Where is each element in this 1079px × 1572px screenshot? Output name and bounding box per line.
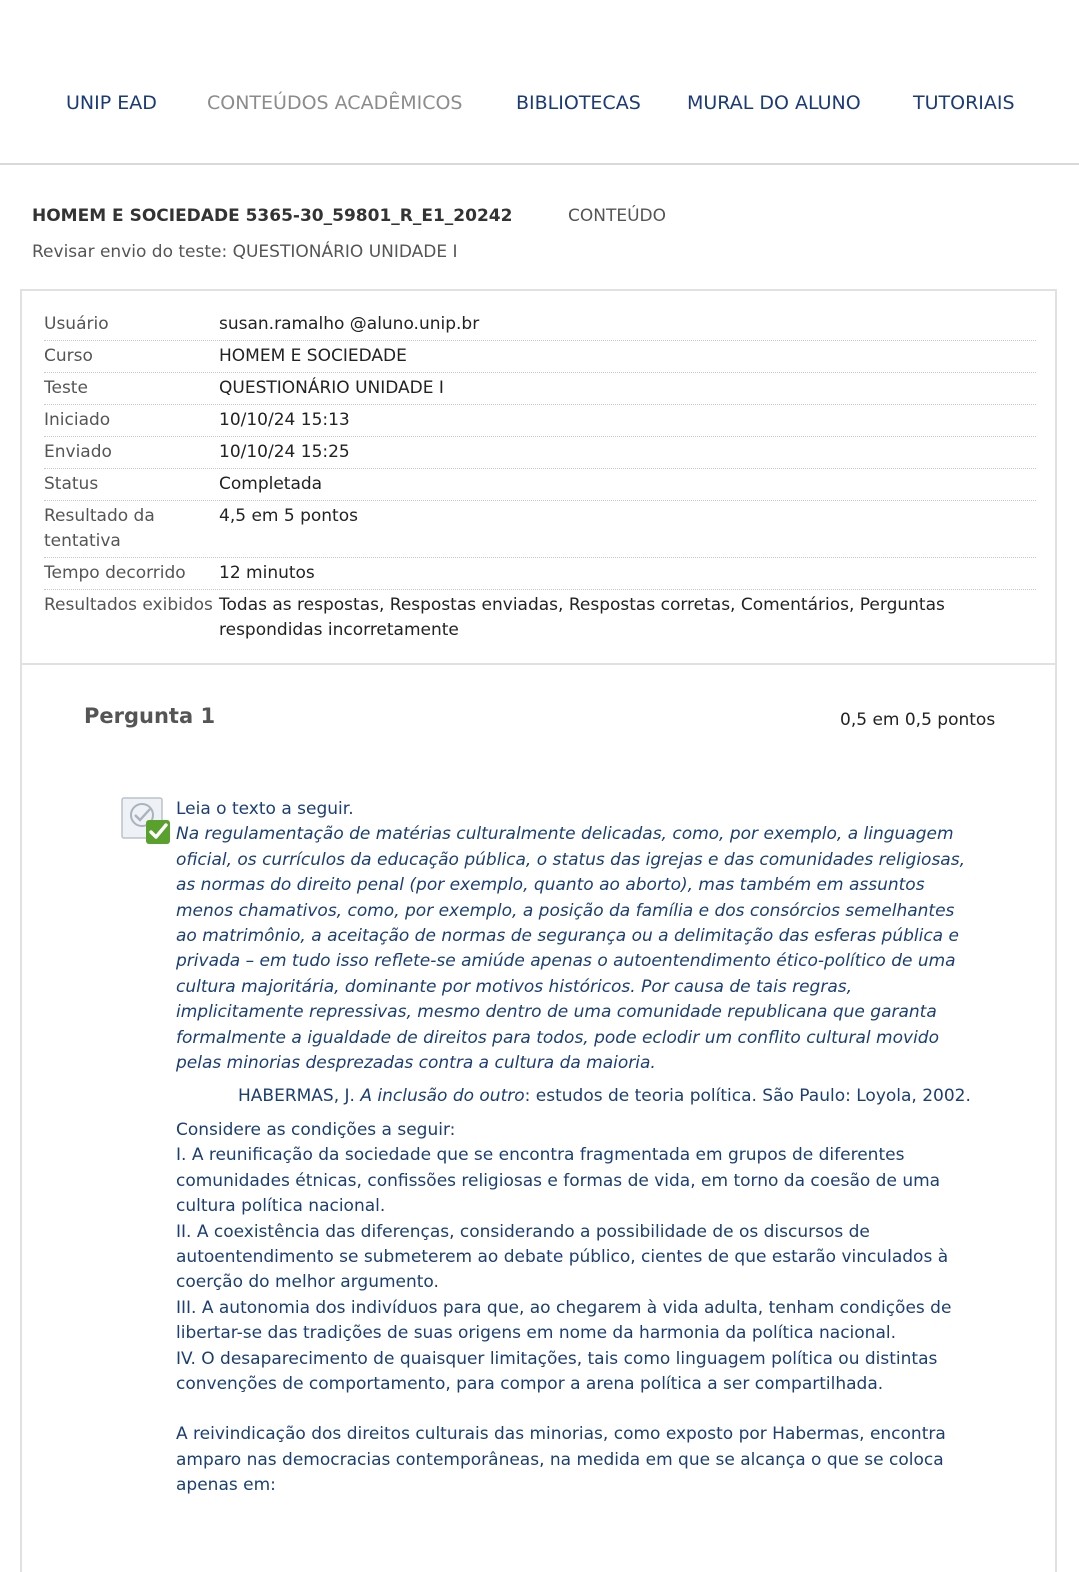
summary-label: Teste [44, 378, 88, 398]
question-title: Pergunta 1 [84, 704, 216, 728]
course-title[interactable]: HOMEM E SOCIEDADE 5365-30_59801_R_E1_20242 [32, 206, 513, 226]
summary-label: Iniciado [44, 410, 111, 430]
summary-label: Resultados exibidos [44, 595, 213, 615]
summary-value: HOMEM E SOCIEDADE [219, 346, 407, 366]
nav-tutoriais[interactable]: TUTORIAIS [913, 92, 1015, 114]
summary-row-curso [44, 341, 1036, 373]
summary-row-usuario [44, 309, 1036, 341]
summary-row-resultado [44, 501, 1036, 558]
summary-value: Todas as respostas, Respostas enviadas, Respostas corretas, Comentários, Perguntas respondidas incorretamente [219, 595, 945, 640]
summary-row-tempo [44, 558, 1036, 590]
summary-label: Usuário [44, 314, 109, 334]
question-item-2: II. A coexistência das diferenças, considerando a possibilidade de os discursos de autoentendimento se submeterem ao debate público, cientes de que estarão vinculados à coerção do melhor argumento. [176, 1221, 949, 1293]
nav-unip-ead[interactable]: UNIP EAD [66, 92, 157, 114]
summary-label: Enviado [44, 442, 112, 462]
summary-row-status [44, 469, 1036, 501]
summary-row-teste [44, 373, 1036, 405]
summary-table [44, 309, 1036, 646]
correct-answer-icon [121, 796, 171, 844]
reference-author: HABERMAS, J. [238, 1086, 361, 1107]
reference-rest: : estudos de teoria política. São Paulo: Loyola, 2002. [524, 1086, 971, 1107]
summary-label: Status [44, 474, 99, 494]
summary-row-iniciado [44, 405, 1036, 437]
nav-conteudos-academicos[interactable]: CONTEÚDOS ACADÊMICOS [207, 92, 463, 114]
nav-mural-do-aluno[interactable]: MURAL DO ALUNO [687, 92, 861, 114]
summary-label: Tempo decorrido [44, 563, 186, 583]
question-prompt: A reivindicação dos direitos culturais das minorias, como exposto por Habermas, encontra amparo nas democracias contemporâneas, na medida em que se alcança o que se coloca apenas em: [176, 1424, 946, 1496]
summary-value: 4,5 em 5 pontos [219, 506, 358, 526]
question-quote: Na regulamentação de matérias culturalmente delicadas, como, por exemplo, a linguagem oficial, os currículos da educação pública, o status das igrejas e das comunidades religiosas, as normas do direito penal (por exemplo, quanto ao aborto), mas também em assuntos menos chamativos, como, por exemplo, a posição da família e dos consórcios semelhantes ao matrimônio, a aceitação de normas de segurança ou a delimitação das esferas pública e privada – em tudo isso reflete-se amiúde apenas o autoentendimento ético-político de uma cultura majoritária, dominante por motivos históricos. Por causa de tais regras, implicitamente repressivas, mesmo dentro de uma comunidade republicana que garanta formalmente a igualdade de direitos para todos, pode eclodir um conflito cultural movido pelas minorias desprezadas contra a cultura da maioria. [176, 824, 965, 1074]
question-reference [176, 1084, 976, 1109]
question-intro: Leia o texto a seguir. [176, 799, 354, 819]
nav-bibliotecas[interactable]: BIBLIOTECAS [516, 92, 641, 114]
question-item-4: IV. O desaparecimento de quaisquer limitações, tais como linguagem política ou distintas convenções de comportamento, para compor a arena política a ser compartilhada. [176, 1348, 938, 1394]
attempt-summary [20, 289, 1057, 665]
summary-value: 10/10/24 15:25 [219, 442, 350, 462]
summary-value: 10/10/24 15:13 [219, 410, 350, 430]
question-body [176, 797, 976, 1499]
question-item-3: III. A autonomia dos indivíduos para que, ao chegarem à vida adulta, tenham condições de libertar-se das tradições de suas origens em nome da harmonia da política nacional. [176, 1297, 952, 1344]
top-navigation [0, 0, 1079, 165]
summary-label: Curso [44, 346, 93, 366]
summary-value: susan.ramalho @aluno.unip.br [219, 314, 480, 334]
reference-title: A inclusão do outro [360, 1086, 525, 1107]
summary-row-resultados-exibidos [44, 590, 1036, 646]
content-link[interactable]: CONTEÚDO [568, 206, 667, 226]
summary-value: QUESTIONÁRIO UNIDADE I [219, 378, 444, 398]
question-points: 0,5 em 0,5 pontos [840, 710, 996, 730]
page-title: Revisar envio do teste: QUESTIONÁRIO UNIDADE I [32, 242, 458, 262]
summary-row-enviado [44, 437, 1036, 469]
question-item-1: I. A reunificação da sociedade que se encontra fragmentada em grupos de diferentes comunidades étnicas, confissões religiosas e formas de vida, em torno da coesão de uma cultura política nacional. [176, 1145, 941, 1217]
question-consider: Considere as condições a seguir: [176, 1119, 456, 1140]
summary-value: 12 minutos [219, 563, 315, 583]
summary-value: Completada [219, 474, 323, 494]
spacer [176, 1397, 976, 1422]
summary-label: Resultado da tentativa [44, 506, 155, 551]
